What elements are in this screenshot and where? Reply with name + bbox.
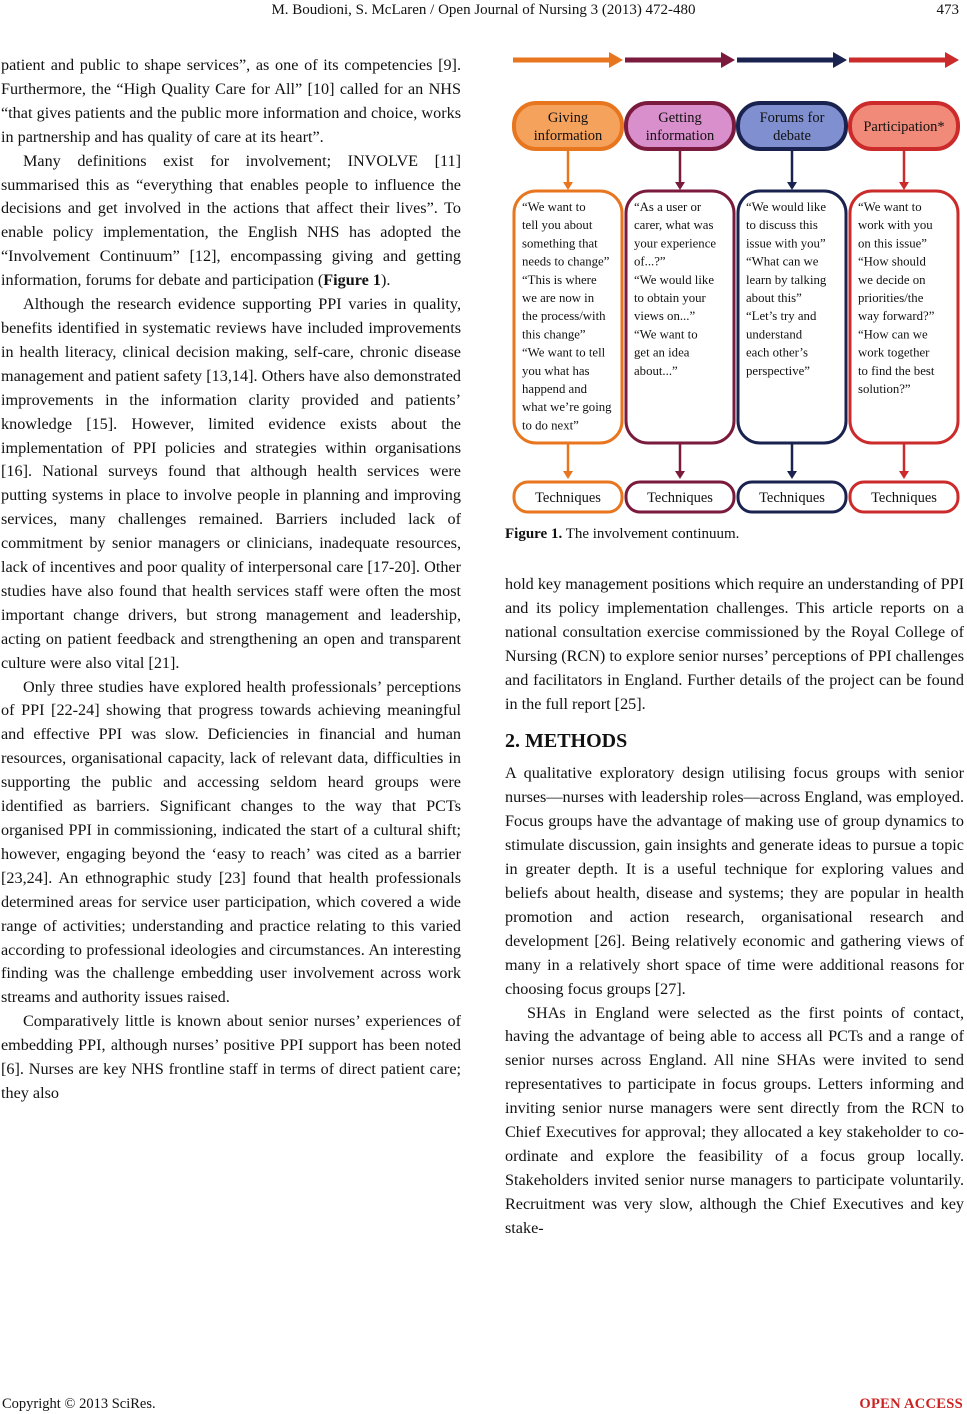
quote-text: “We would like <box>746 200 826 214</box>
quote-text: your experience <box>634 236 717 251</box>
connector-arrowhead <box>563 471 573 479</box>
running-title: M. Boudioni, S. McLaren / Open Journal of Nursing 3 (2013) 472-480 <box>271 2 696 18</box>
quote-text: something that <box>522 236 598 251</box>
quote-text: “As a user or <box>634 200 702 214</box>
continuum-arrowhead <box>721 52 735 68</box>
paragraph: Comparatively little is known about senior nurses’ experiences of embedding PPI, although nurses’ positive PPI support has been noted [6]. Nurses are key NHS frontline staff in terms of direct patient care; they also <box>1 1012 461 1102</box>
left-column <box>1 54 461 1106</box>
stage-heading-text: information <box>533 128 603 144</box>
connector-arrowhead <box>563 182 573 190</box>
quote-text: tell you about <box>522 218 593 233</box>
quote-text: “What can we <box>746 254 819 269</box>
quote-text: happend and <box>522 382 588 396</box>
quote-text: perspective” <box>746 363 810 378</box>
quote-text: “We want to <box>858 200 922 214</box>
quote-text: what we’re going <box>522 400 612 415</box>
copyright-notice: Copyright © 2013 SciRes. <box>2 1396 156 1412</box>
quote-text: carer, what was <box>634 218 714 233</box>
stage-heading-text: Getting <box>658 110 702 126</box>
connector-arrowhead <box>899 471 909 479</box>
quote-text: “We want to <box>634 327 698 342</box>
quote-text: to obtain your <box>634 291 706 305</box>
quote-text: way forward?” <box>858 309 935 324</box>
connector-arrowhead <box>787 471 797 479</box>
section-heading: 2. METHODS <box>505 730 628 753</box>
quote-text: “We want to <box>522 200 586 214</box>
techniques-label: Techniques <box>647 490 713 506</box>
quote-text: priorities/the <box>858 291 924 305</box>
quote-text: “This is where <box>522 272 597 287</box>
quote-text: of...?” <box>634 254 666 269</box>
quote-text: the process/with <box>522 309 606 324</box>
quote-text: each other’s <box>746 345 808 360</box>
quote-text: this change” <box>522 327 586 342</box>
quote-text: to find the best <box>858 363 935 378</box>
quote-text: you what has <box>522 363 590 378</box>
figure-caption <box>505 526 739 543</box>
running-header <box>0 0 967 22</box>
quote-text: “How can we <box>858 327 928 342</box>
stage-heading-text: Giving <box>547 110 589 126</box>
figure-diagram <box>505 48 967 518</box>
quote-text: work together <box>858 345 930 360</box>
quote-text: about...” <box>634 363 678 378</box>
techniques-label: Techniques <box>871 490 937 506</box>
stage-heading-text: debate <box>773 128 811 144</box>
paragraph-text: Many definitions exist for involvement; INVOLVE [11] summarised this as “everything that enables people to influence the decisions and get involved in the actions that affect their lives”. To enable policy implementation, the English NHS has adopted the “Involvement Continuum” [12], encompassing giving and getting information, forums for debate and participation ( <box>1 151 461 290</box>
figure-reference-link[interactable]: Figure 1 <box>323 271 381 290</box>
quote-text: understand <box>746 327 803 342</box>
paragraph: Only three studies have explored health professionals’ perceptions of PPI [22-24] showing that progress towards achieving meaningful and effective PPI was slow. Deficiencies in financial and human resources, organisational capacity, lack of relevant data, difficulties in supporting the public and accessing seldom heard groups were identified as barriers. Significant changes to the way that PCTs organised PPI in commissioning, indicated the start of a cultural shift; however, engaging beyond the ‘easy to reach’ was cited as a barrier [23,24]. An ethnographic study [23] found that health professionals determined areas for service user participation, which covered a wide range of activities; understanding and practice relating to this varied according to professional ideologies and circumstances. An interesting finding was the challenge embedding user involvement across work streams and authority issues raised. <box>1 677 461 1007</box>
quote-text: needs to change” <box>522 254 610 269</box>
stage-heading-text: Participation* <box>863 119 945 135</box>
page-number: 473 <box>936 2 959 18</box>
stage-heading-text: information <box>645 128 715 144</box>
quote-text: about this” <box>746 291 802 305</box>
quote-text: issue with you” <box>746 236 826 251</box>
continuum-arrowhead <box>833 52 847 68</box>
quote-text: we decide on <box>858 272 926 287</box>
right-column <box>505 573 964 1241</box>
techniques-label: Techniques <box>535 490 601 506</box>
connector-arrowhead <box>899 182 909 190</box>
quote-text: to discuss this <box>746 218 818 233</box>
continuum-arrowhead <box>945 52 959 68</box>
paragraph <box>1 150 461 293</box>
paragraph: A qualitative exploratory design utilising focus groups with senior nurses—nurses with leadership roles—across England, was employed. Focus groups have the advantage of making use of group dynamics to stimulate discussion, gain insights and generate ideas to pursue a topic in greater depth. It is a useful technique for exploring values and beliefs about health, disease and systems; they are popular in health promotion and action research, organisational research and development [26]. Being relatively economic and gathering views of many in a relatively short space of time were additional reasons for choosing focus groups [27]. <box>505 764 964 998</box>
quote-text: on this issue” <box>858 236 927 251</box>
stage-heading-text: Forums for <box>759 110 825 126</box>
quote-text: views on...” <box>634 309 696 324</box>
involvement-continuum-figure <box>505 48 967 518</box>
quote-text: “How should <box>858 254 926 269</box>
quote-text: work with you <box>858 218 933 233</box>
quote-text: “We would like <box>634 272 714 287</box>
paragraph: SHAs in England were selected as the first points of contact, having the advantage of being able to access all PCTs and a range of senior nurses across England. All nine SHAs were invited to send representatives to participate in focus groups. Letters informing and inviting senior nurse managers were sent directly from the RCN to Chief Executives for approval; they allocated a key stakeholder to co-ordinate and explore the feasibility of a focus group locally. Stakeholders invited senior nurse managers to participate voluntarily. Recruitment was very slow, although the Chief Executives and key stake- <box>505 1003 964 1237</box>
quote-text: to do next” <box>522 418 579 433</box>
connector-arrowhead <box>675 471 685 479</box>
paragraph-text: ). <box>381 271 391 290</box>
paragraph: patient and public to shape services”, as one of its competencies [9]. Furthermore, the “High Quality Care for All” [10] called for an NHS “that gives patients and the public more information and choice, works in partnership and has quality of care at its heart”. <box>1 56 461 146</box>
quote-text: “Let’s try and <box>746 309 817 324</box>
open-access-label: OPEN ACCESS <box>859 1396 963 1412</box>
quote-text: get an idea <box>634 345 690 360</box>
paragraph: hold key management positions which require an understanding of PPI and its policy implementation challenges. This article reports on a national consultation exercise commissioned by the Royal College of Nursing (RCN) to explore senior nurses’ perceptions of PPI challenges and facilitators in England. Further details of the project can be found in the full report [25]. <box>505 575 965 713</box>
connector-arrowhead <box>787 182 797 190</box>
paragraph: Although the research evidence supporting PPI varies in quality, benefits identified in systematic reviews have included improvements in health literacy, clinical decision making, self-care, chronic disease management and patient safety [13,14]. Others have also demonstrated improvements in the information clarity provided and patients’ knowledge [15]. However, limited evidence exists about the implementation of PPI policies and strategies within organisations [16]. National surveys found that although health services were putting systems in place to involve people in planning and improving services, many challenges remained. Barriers included lack of commitment by senior managers or clinicians, inadequate resources, lack of incentives and poor quality of interpersonal care [17-20]. Other studies have also found that health services staff were often the most important change drivers, but strong management and leadership, acting on patient feedback and strengthening an open and transparent culture were also vital [21]. <box>1 295 461 672</box>
continuum-arrowhead <box>609 52 623 68</box>
connector-arrowhead <box>675 182 685 190</box>
techniques-label: Techniques <box>759 490 825 506</box>
caption-label: Figure 1. <box>505 526 563 542</box>
caption-text: The involvement continuum. <box>562 526 740 542</box>
quote-text: solution?” <box>858 382 911 396</box>
quote-text: learn by talking <box>746 272 827 287</box>
quote-text: we are now in <box>522 291 595 305</box>
quote-text: “We want to tell <box>522 345 606 360</box>
